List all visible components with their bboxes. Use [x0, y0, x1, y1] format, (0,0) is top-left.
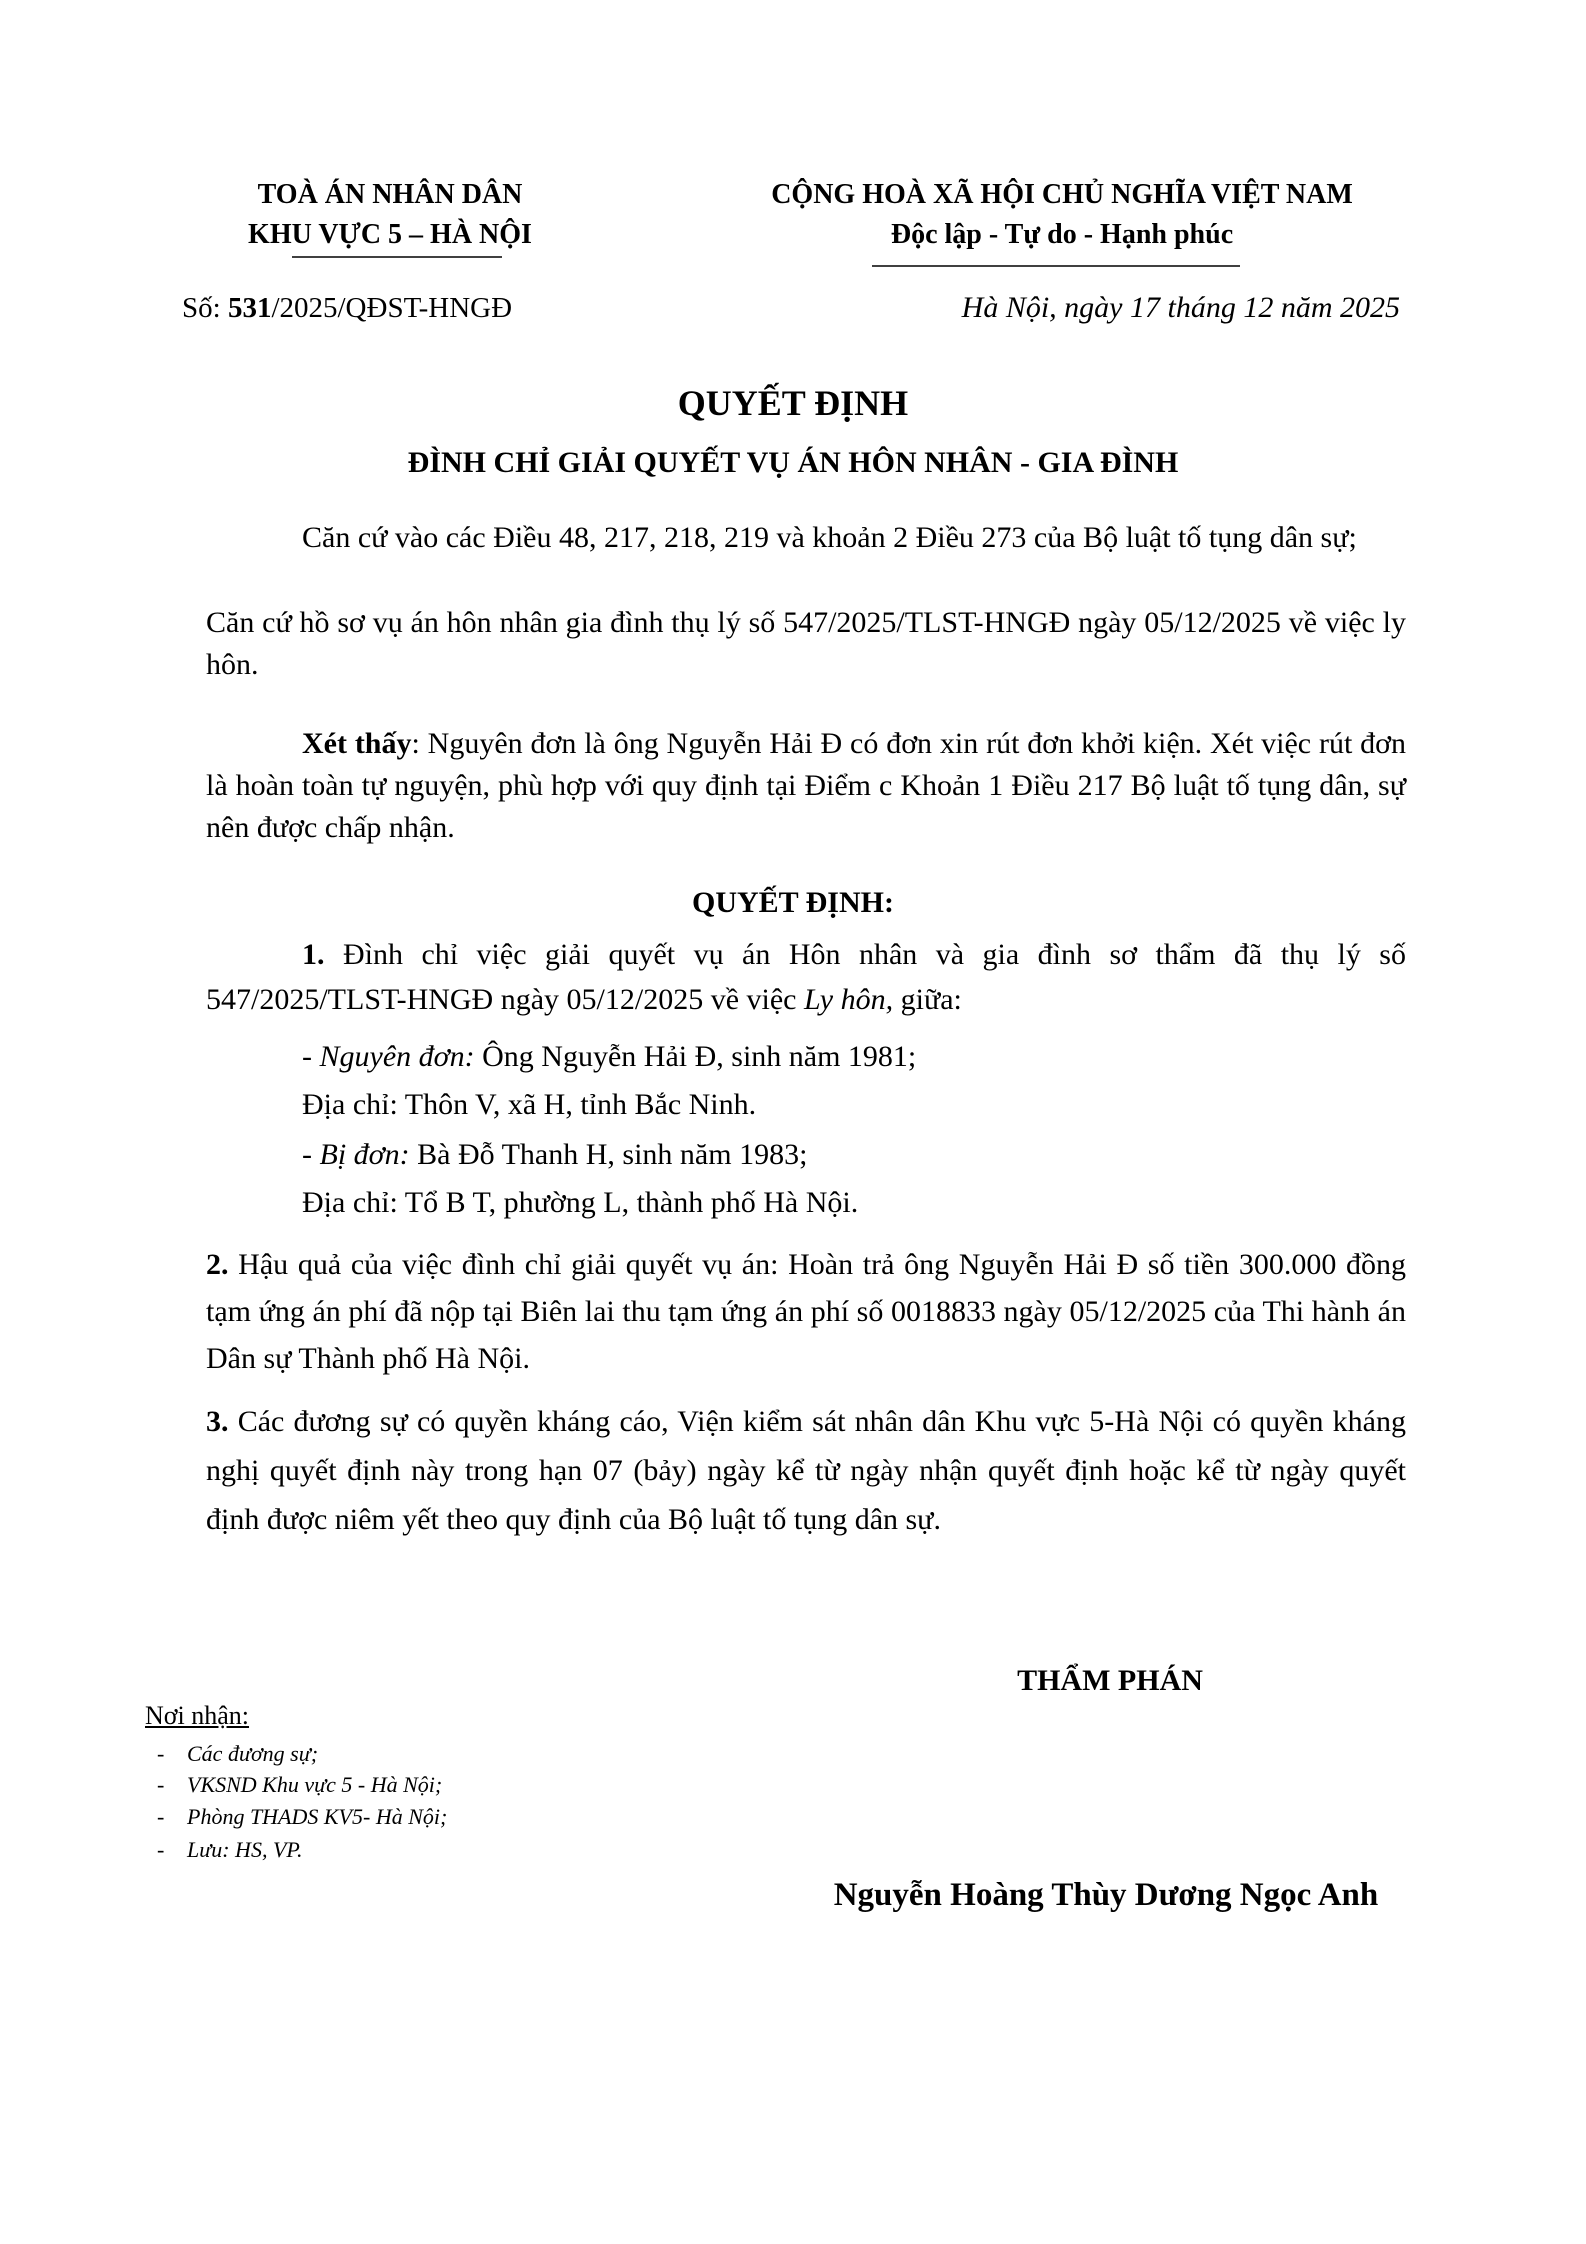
list-dash: -	[157, 1804, 165, 1829]
plaintiff-line	[302, 1036, 916, 1078]
legal-basis-paragraph-2	[206, 602, 1406, 686]
decision-item-1-number: 1.	[302, 938, 325, 971]
document-number	[182, 289, 512, 327]
defendant-label: - Bị đơn:	[302, 1138, 410, 1171]
decision-item-1-text: Đình chỉ việc giải quyết vụ án Hôn nhân và gia đình sơ thẩm đã thụ lý số 547/2025/TLST-HNGĐ ngày 05/12/2025 về việc	[206, 938, 1406, 1016]
recipient-item	[157, 1739, 318, 1769]
signer-title: THẨM PHÁN	[1017, 1664, 1203, 1697]
national-motto-underline	[872, 265, 1240, 267]
national-motto: Độc lập - Tự do - Hạnh phúc	[890, 219, 1234, 250]
decision-item-3-number: 3.	[206, 1405, 229, 1438]
decision-item-2-number: 2.	[206, 1248, 229, 1281]
list-dash: -	[157, 1837, 165, 1862]
decision-item-3-text: Các đương sự có quyền kháng cáo, Viện kiểm sát nhân dân Khu vực 5-Hà Nội có quyền kháng nghị quyết định này trong hạn 07 (bảy) ngày kể từ ngày nhận quyết định hoặc kể từ ngày quyết định được niêm yết theo quy định của Bộ luật tố tụng dân sự.	[206, 1405, 1406, 1536]
recipient-text: Các đương sự;	[187, 1741, 319, 1766]
document-number-value: 531	[227, 292, 272, 324]
defendant-line	[302, 1134, 807, 1176]
plaintiff-label: - Nguyên đơn:	[302, 1040, 475, 1073]
court-name-underline	[292, 256, 502, 258]
place-and-date: Hà Nội, ngày 17 tháng 12 năm 2025	[961, 291, 1400, 324]
finding-paragraph	[206, 723, 1406, 849]
decision-heading: QUYẾT ĐỊNH:	[692, 886, 894, 919]
court-name-line-2: KHU VỰC 5 – HÀ NỘI	[248, 219, 532, 250]
list-dash: -	[157, 1741, 165, 1766]
recipient-item	[157, 1770, 442, 1800]
defendant-value: Bà Đỗ Thanh H, sinh năm 1983;	[409, 1138, 808, 1171]
finding-label: Xét thấy	[302, 727, 412, 760]
document-subtitle: ĐÌNH CHỈ GIẢI QUYẾT VỤ ÁN HÔN NHÂN - GIA ĐÌNH	[407, 446, 1179, 479]
decision-item-3	[206, 1397, 1406, 1544]
decision-item-1	[206, 932, 1406, 1022]
document-number-prefix: Số:	[182, 292, 228, 324]
legal-basis-2-text: Căn cứ hồ sơ vụ án hôn nhân gia đình thụ lý số 547/2025/TLST-HNGĐ ngày 05/12/2025 về việc ly hôn.	[206, 606, 1406, 681]
recipient-item	[157, 1802, 447, 1832]
court-name-line-1: TOÀ ÁN NHÂN DÂN	[257, 179, 523, 210]
list-dash: -	[157, 1772, 165, 1797]
plaintiff-address: Địa chỉ: Thôn V, xã H, tỉnh Bắc Ninh.	[302, 1088, 757, 1121]
decision-item-1-case-type: Ly hôn,	[804, 983, 894, 1016]
recipient-item	[157, 1835, 303, 1865]
recipient-text: VKSND Khu vực 5 - Hà Nội;	[187, 1772, 443, 1797]
decision-item-1-text-end: giữa:	[893, 983, 962, 1016]
signer-name: Nguyễn Hoàng Thùy Dương Ngọc Anh	[833, 1877, 1379, 1913]
recipient-text: Lưu: HS, VP.	[187, 1837, 303, 1862]
plaintiff-value: Ông Nguyễn Hải Đ, sinh năm 1981;	[474, 1040, 917, 1073]
recipients-label: Nơi nhận:	[145, 1701, 250, 1730]
decision-item-2-text: Hậu quả của việc đình chỉ giải quyết vụ án: Hoàn trả ông Nguyễn Hải Đ số tiền 300.000 đồng tạm ứng án phí đã nộp tại Biên lai thu tạm ứng án phí số 0018833 ngày 05/12/2025 của Thi hành án Dân sự Thành phố Hà Nội.	[206, 1248, 1406, 1375]
decision-item-2	[206, 1241, 1406, 1382]
recipient-text: Phòng THADS KV5- Hà Nội;	[187, 1804, 448, 1829]
document-title: QUYẾT ĐỊNH	[677, 383, 909, 423]
legal-basis-paragraph-1	[206, 516, 1406, 559]
finding-text: : Nguyên đơn là ông Nguyễn Hải Đ có đơn xin rút đơn khởi kiện. Xét việc rút đơn là hoàn toàn tự nguyện, phù hợp với quy định tại Điểm c Khoản 1 Điều 217 Bộ luật tố tụng dân, sự nên được chấp nhận.	[206, 727, 1406, 844]
document-number-suffix: /2025/QĐST-HNGĐ	[271, 292, 513, 324]
defendant-address: Địa chỉ: Tổ B T, phường L, thành phố Hà Nội.	[302, 1186, 859, 1219]
legal-basis-1-text: Căn cứ vào các Điều 48, 217, 218, 219 và khoản 2 Điều 273 của Bộ luật tố tụng dân sự;	[302, 521, 1357, 554]
national-title: CỘNG HOÀ XÃ HỘI CHỦ NGHĨA VIỆT NAM	[771, 179, 1353, 210]
